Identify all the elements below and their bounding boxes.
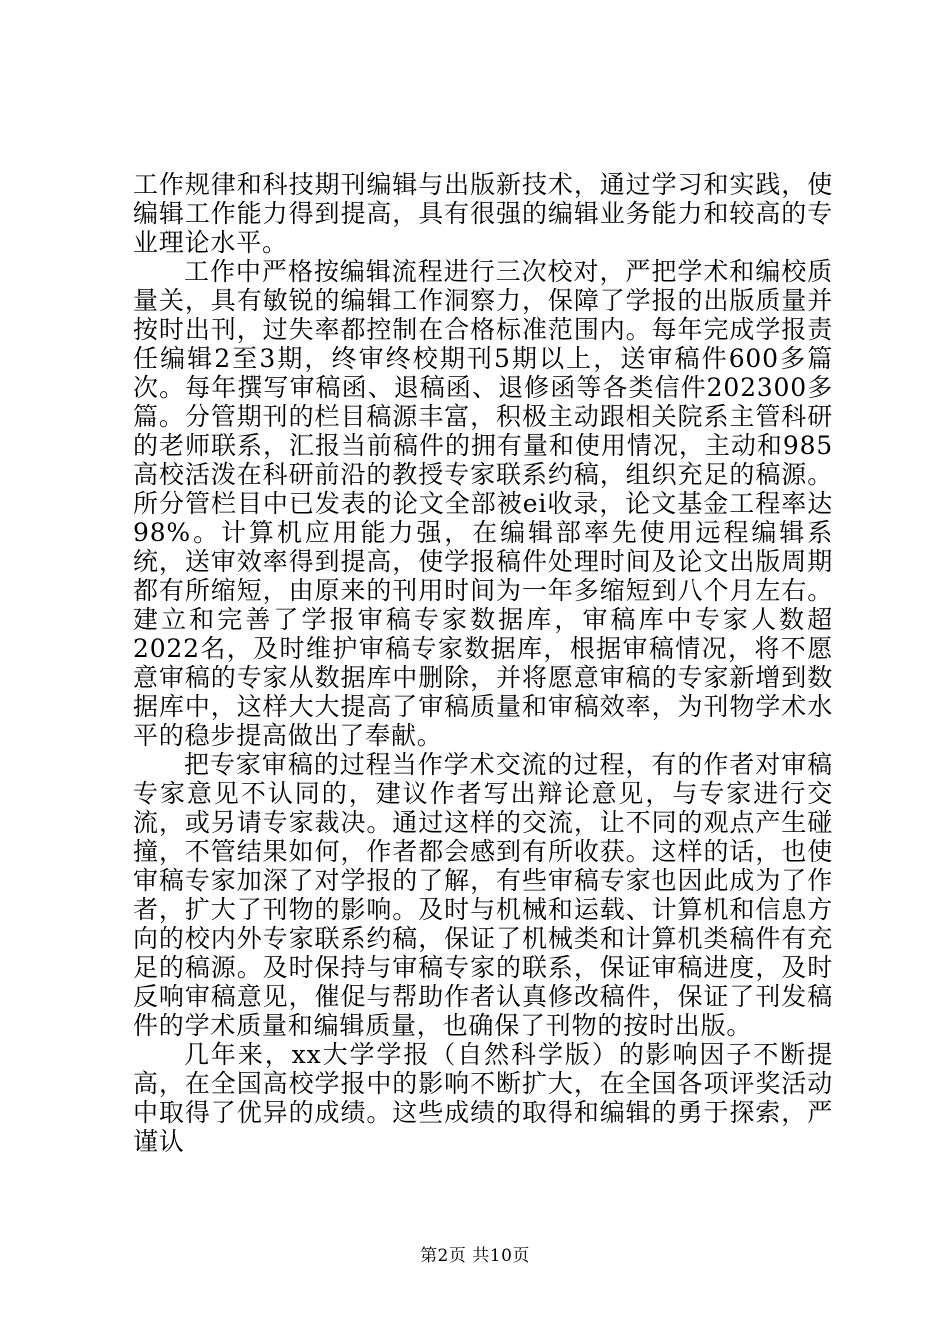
paragraph-expert-review: 把专家审稿的过程当作学术交流的过程，有的作者对审稿专家意见不认同的，建议作者写出辩论意见，与专家进行交流，或另请专家裁决。通过这样的交流，让不同的观点产生碰撞，不管结果如何，作者都会感到有所收获。这样的话，也使审稿专家加深了对学报的了解，有些审稿专家也因此成为了作者，扩大了刊物的影响。及时与机械和运载、计算机和信息方向的校内外专家联系约稿，保证了机械类和计算机类稿件有充足的稿源。及时保持与审稿专家的联系，保证审稿进度，及时反响审稿意见，催促与帮助作者认真修改稿件，保证了刊发稿件的学术质量和编辑质量，也确保了刊物的按时出版。 (133, 750, 833, 1040)
page-footer: 第2页 共10页 (420, 1246, 530, 1266)
paragraph-achievements: 几年来，xx大学学报（自然科学版）的影响因子不断提高，在全国高校学报中的影响不断扩大，在全国各项评奖活动中取得了优异的成绩。这些成绩的取得和编辑的勇于探索，严谨认 (133, 1040, 833, 1156)
document-body (133, 170, 833, 1156)
paragraph-continuation: 工作规律和科技期刊编辑与出版新技术，通过学习和实践，使编辑工作能力得到提高，具有很强的编辑业务能力和较高的专业理论水平。 (133, 170, 833, 257)
paragraph-proofreading: 工作中严格按编辑流程进行三次校对，严把学术和编校质量关，具有敏锐的编辑工作洞察力，保障了学报的出版质量并按时出刊，过失率都控制在合格标准范围内。每年完成学报责任编辑2至3期，终审终校期刊5期以上，送审稿件600多篇次。每年撰写审稿函、退稿函、退修函等各类信件202300多篇。分管期刊的栏目稿源丰富，积极主动跟相关院系主管科研的老师联系，汇报当前稿件的拥有量和使用情况，主动和985高校活泼在科研前沿的教授专家联系约稿，组织充足的稿源。所分管栏目中已发表的论文全部被ei收录，论文基金工程率达98%。计算机应用能力强，在编辑部率先使用远程编辑系统，送审效率得到提高，使学报稿件处理时间及论文出版周期都有所缩短，由原来的刊用时间为一年多缩短到八个月左右。建立和完善了学报审稿专家数据库，审稿库中专家人数超2022名，及时维护审稿专家数据库，根据审稿情况，将不愿意审稿的专家从数据库中删除，并将愿意审稿的专家新增到数据库中，这样大大提高了审稿质量和审稿效率，为刊物学术水平的稳步提高做出了奉献。 (133, 257, 833, 750)
